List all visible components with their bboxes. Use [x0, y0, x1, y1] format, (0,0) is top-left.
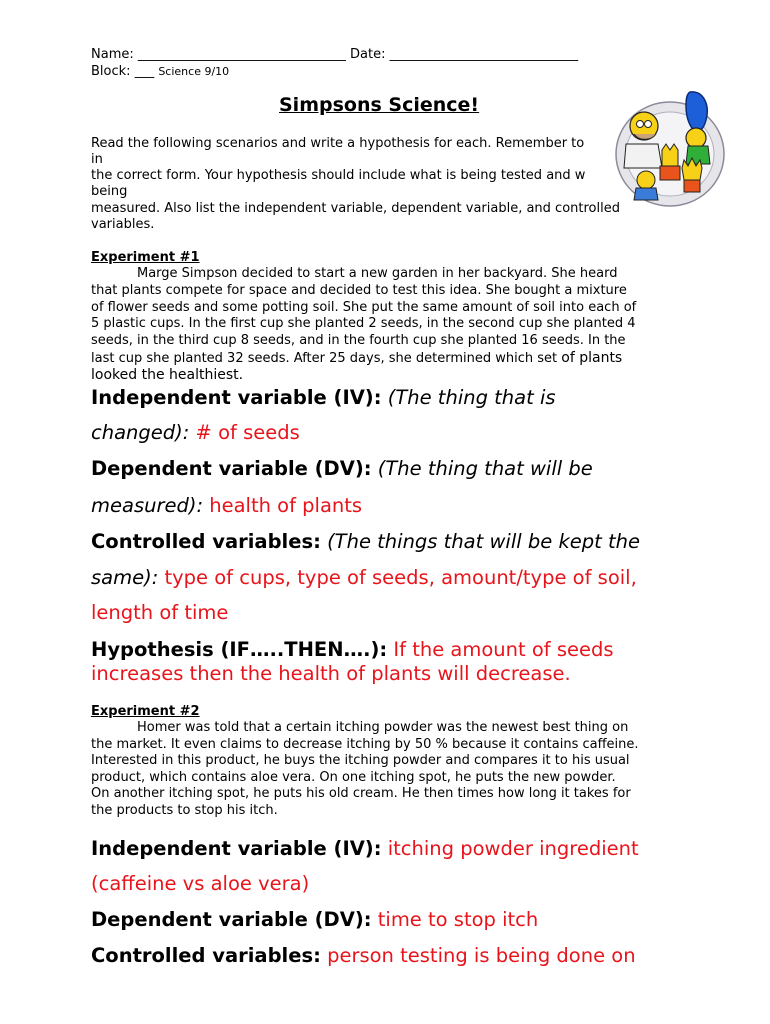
dv-answer: time to stop itch	[377, 908, 539, 931]
scenario-line: seeds, in the third cup 8 seeds, and in the fourth cup she planted 16 seeds. In the	[91, 333, 626, 348]
scenario-line: Marge Simpson decided to start a new garden in her backyard. She heard	[137, 266, 618, 281]
instruction-line: being	[91, 184, 128, 199]
scenario-line: that plants compete for space and decided to test this idea. She bought a mixture	[91, 283, 627, 298]
experiment-2-heading: Experiment #2	[91, 704, 200, 719]
name-label: Name:	[91, 47, 134, 62]
iv-hint: (The thing that is	[387, 386, 556, 409]
exp1-iv-line-2	[91, 421, 300, 444]
instruction-line: Read the following scenarios and write a hypothesis for each. Remember to	[91, 136, 585, 151]
name-blank: ________________________________	[137, 47, 346, 62]
scenario-line: looked the healthiest.	[91, 367, 244, 383]
exp1-hypothesis-line	[91, 638, 614, 661]
scenario-line: Homer was told that a certain itching powder was the newest best thing on	[137, 720, 629, 735]
dv-answer: health of plants	[209, 494, 363, 517]
instruction-line: in	[91, 152, 103, 167]
instruction-line: measured. Also list the independent variable, dependent variable, and controlled	[91, 201, 620, 216]
scenario-line: the market. It even claims to decrease itching by 50 % because it contains caffeine.	[91, 737, 639, 752]
exp2-cv-line	[91, 944, 636, 967]
exp1-dv-line	[91, 457, 593, 480]
iv-hint: changed):	[91, 421, 190, 444]
scenario-line: Interested in this product, he buys the itching powder and compares it to his usual	[91, 753, 630, 768]
block-line	[91, 64, 229, 81]
scenario-text: of plants	[561, 350, 623, 366]
scenario-line: of flower seeds and some potting soil. She put the same amount of soil into each of	[91, 300, 637, 315]
date-label: Date:	[350, 47, 386, 62]
iv-label: Independent variable (IV):	[91, 386, 382, 409]
iv-answer: (caffeine vs aloe vera)	[91, 872, 310, 895]
exp1-dv-line-2	[91, 494, 362, 517]
name-line	[91, 47, 578, 64]
cv-answer: length of time	[91, 601, 229, 624]
cv-label: Controlled variables:	[91, 530, 321, 553]
scenario-line: 5 plastic cups. In the first cup she planted 2 seeds, in the second cup she planted 4	[91, 316, 636, 331]
scenario-line: the products to stop his itch.	[91, 803, 278, 818]
scenario-line	[91, 350, 622, 368]
exp2-iv-line	[91, 837, 639, 860]
hypothesis-answer: If the amount of seeds	[393, 638, 614, 661]
simpsons-family-image	[612, 88, 730, 210]
hypothesis-label: Hypothesis (IF…..THEN….):	[91, 638, 388, 661]
hypothesis-answer: increases then the health of plants will decrease.	[91, 662, 571, 685]
dv-label: Dependent variable (DV):	[91, 457, 372, 480]
cv-hint: (The things that will be kept the	[327, 530, 640, 553]
dv-hint: measured):	[91, 494, 204, 517]
dv-hint: (The thing that will be	[377, 457, 593, 480]
scenario-line: On another itching spot, he puts his old cream. He then times how long it takes for	[91, 786, 631, 801]
iv-answer: itching powder ingredient	[387, 837, 639, 860]
cv-answer: type of cups, type of seeds, amount/type of soil,	[164, 566, 637, 589]
block-blank: ___	[134, 64, 155, 79]
block-label: Block:	[91, 64, 131, 79]
course-label: Science 9/10	[158, 65, 230, 78]
exp1-cv-line-2	[91, 566, 637, 589]
exp1-cv-line	[91, 530, 640, 553]
page-title: Simpsons Science!	[279, 94, 480, 116]
exp1-iv-line	[91, 386, 556, 409]
iv-label: Independent variable (IV):	[91, 837, 382, 860]
experiment-1-heading: Experiment #1	[91, 250, 200, 265]
cv-answer: person testing is being done on	[327, 944, 636, 967]
scenario-text: last cup she planted 32 seeds. After 25 days, she determined which set	[91, 351, 558, 366]
instruction-line: the correct form. Your hypothesis should include what is being tested and w	[91, 168, 586, 183]
scenario-line: product, which contains aloe vera. On one itching spot, he puts the new powder.	[91, 770, 616, 785]
instruction-line: variables.	[91, 217, 155, 232]
dv-label: Dependent variable (DV):	[91, 908, 372, 931]
cv-hint: same):	[91, 566, 159, 589]
date-blank: _____________________________	[389, 47, 579, 62]
iv-answer: # of seeds	[195, 421, 300, 444]
exp2-dv-line	[91, 908, 538, 931]
cv-label: Controlled variables:	[91, 944, 321, 967]
